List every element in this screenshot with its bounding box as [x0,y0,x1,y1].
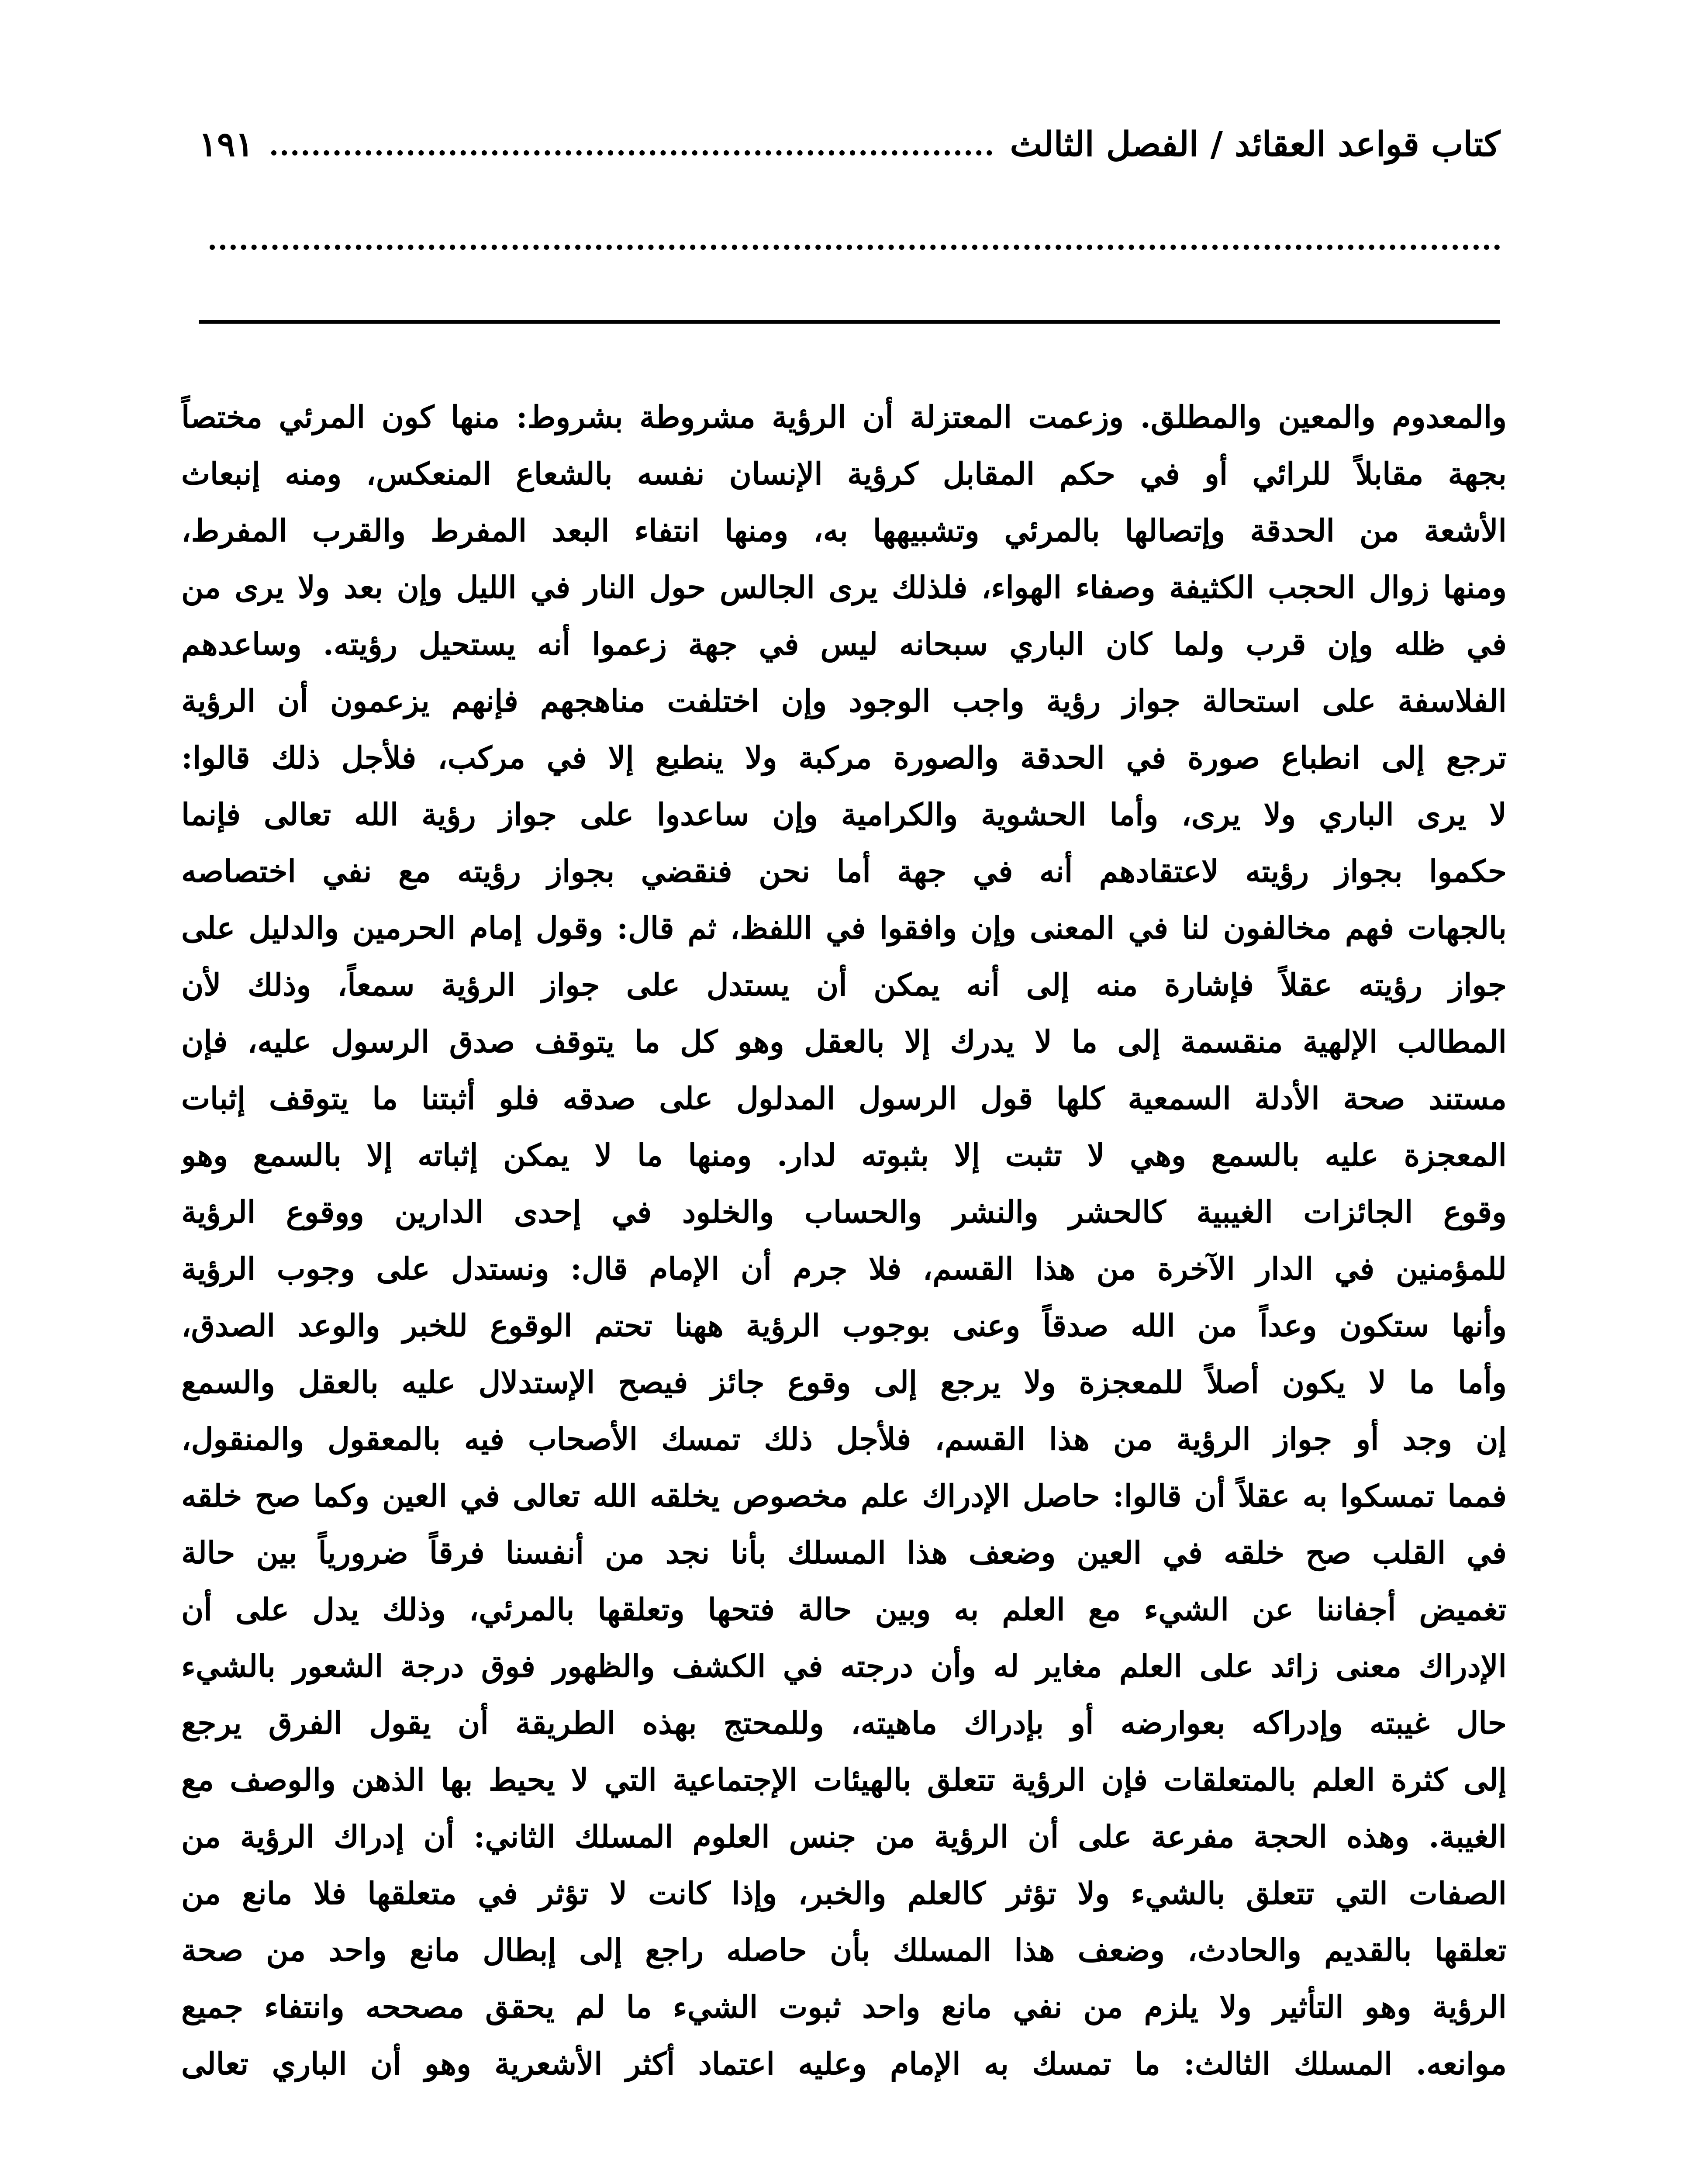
text-line: ترجع إلى انطباع صورة في الحدقة والصورة مركبة ولا ينطبع إلا في مركب، فلأجل ذلك قالوا: [181,740,1507,776]
dot-leader [271,150,993,156]
page-number: ١٩١ [199,124,254,164]
text-line: وقوع الجائزات الغيبية كالحشر والنشر والحساب والخلود في إحدى الدارين ووقوع الرؤية [181,1194,1507,1230]
text-line: في القلب صح خلقه في العين وضعف هذا المسلك بأنا نجد من أنفسنا فرقاً ضرورياً بين حالة [181,1534,1507,1571]
text-line: المطالب الإلهية منقسمة إلى ما لا يدرك إلا بالعقل وهو كل ما يتوقف صدق الرسول عليه، فإن [181,1023,1507,1060]
text-line: المعجزة عليه بالسمع وهي لا تثبت إلا بثبوته لدار. ومنها ما لا يمكن إثباته إلا بالسمع وهو [181,1137,1507,1173]
header-rule [199,320,1500,324]
running-title: كتاب قواعد العقائد / الفصل الثالث [1010,124,1500,164]
text-line: وأما ما لا يكون أصلاً للمعجزة ولا يرجع إلى وقوع جائز فيصح الإستدلال عليه بالعقل والسمع [181,1364,1507,1400]
text-line: تغميض أجفاننا عن الشيء مع العلم به وبين حالة فتحها وتعلقها بالمرئي، وذلك يدل على أن [181,1591,1507,1628]
text-line: بالجهات فهم مخالفون لنا في المعنى وإن وافقوا في اللفظ، ثم قال: وقول إمام الحرمين والدليل على [181,910,1507,946]
text-line: وأنها ستكون وعداً من الله صدقاً وعنى بوجوب الرؤية ههنا تحتم الوقوع للخبر والوعد الصدق، [181,1307,1507,1344]
text-line: في ظله وإن قرب ولما كان الباري سبحانه ليس في جهة زعموا أنه يستحيل رؤيته. وساعدهم [181,626,1507,662]
text-line: للمؤمنين في الدار الآخرة من هذا القسم، فلا جرم أن الإمام قال: ونستدل على وجوب الرؤية [181,1251,1507,1287]
text-line: الأشعة من الحدقة وإتصالها بالمرئي وتشبيهها به، ومنها انتفاء البعد المفرط والقرب المفرط، [181,512,1507,549]
page-header [199,114,1500,175]
body-text [181,389,1507,2184]
text-line: لا يرى الباري ولا يرى، وأما الحشوية والكرامية وإن ساعدوا على جواز رؤية الله تعالى فإنما [181,796,1507,833]
text-line: إن وجد أو جواز الرؤية من هذا القسم، فلأجل ذلك تمسك الأصحاب فيه بالمعقول والمنقول، [181,1421,1507,1457]
text-line: الإدراك معنى زائد على العلم مغاير له وأن درجته في الكشف والظهور فوق درجة الشعور بالشيء [181,1648,1507,1684]
text-line: الرؤية وهو التأثير ولا يلزم من نفي مانع واحد ثبوت الشيء ما لم يحقق مصححه وانتفاء جميع [181,1989,1507,2025]
text-line: مستند صحة الأدلة السمعية كلها قول الرسول المدلول على صدقه فلو أثبتنا ما يتوقف إثبات [181,1080,1507,1116]
dotted-separator [210,245,1500,250]
text-line: بجهة مقابلاً للرائي أو في حكم المقابل كرؤية الإنسان نفسه بالشعاع المنعكس، ومنه إنبعاث [181,456,1507,492]
text-line: ومنها زوال الحجب الكثيفة وصفاء الهواء، فلذلك يرى الجالس حول النار في الليل وإن بعد ولا يرى من [181,569,1507,605]
text-line: حكموا بجواز رؤيته لاعتقادهم أنه في جهة أما نحن فنقضي بجواز رؤيته مع نفي اختصاصه [181,853,1507,889]
text-line: جواز رؤيته عقلاً فإشارة منه إلى أنه يمكن أن يستدل على جواز الرؤية سمعاً، وذلك لأن [181,967,1507,1003]
text-line: تعلقها بالقديم والحادث، وضعف هذا المسلك بأن حاصله راجع إلى إبطال مانع واحد من صحة [181,1932,1507,1968]
text-line: إلى كثرة العلم بالمتعلقات فإن الرؤية تتعلق بالهيئات الإجتماعية التي لا يحيط بها الذهن والوصف مع [181,1762,1507,1798]
text-line: الفلاسفة على استحالة جواز رؤية واجب الوجود وإن اختلفت مناهجهم فإنهم يزعمون أن الرؤية [181,683,1507,719]
text-line: فمما تمسكوا به عقلاً أن قالوا: حاصل الإدراك علم مخصوص يخلقه الله تعالى في العين وكما صح خلقه [181,1478,1507,1514]
text-line: والمعدوم والمعين والمطلق. وزعمت المعتزلة أن الرؤية مشروطة بشروط: منها كون المرئي مختصاً [181,399,1507,435]
text-line: الغيبة. وهذه الحجة مفرعة على أن الرؤية من جنس العلوم المسلك الثاني: أن إدراك الرؤية من [181,1818,1507,1855]
text-line: موانعه. المسلك الثالث: ما تمسك به الإمام وعليه اعتماد أكثر الأشعرية وهو أن الباري تعالى [181,2046,1507,2082]
text-line: الصفات التي تتعلق بالشيء ولا تؤثر كالعلم والخبر، وإذا كانت لا تؤثر في متعلقها فلا مانع من [181,1875,1507,1911]
text-line: حال غيبته وإدراكه بعوارضه أو بإدراك ماهيته، وللمحتج بهذه الطريقة أن يقول الفرق يرجع [181,1705,1507,1741]
